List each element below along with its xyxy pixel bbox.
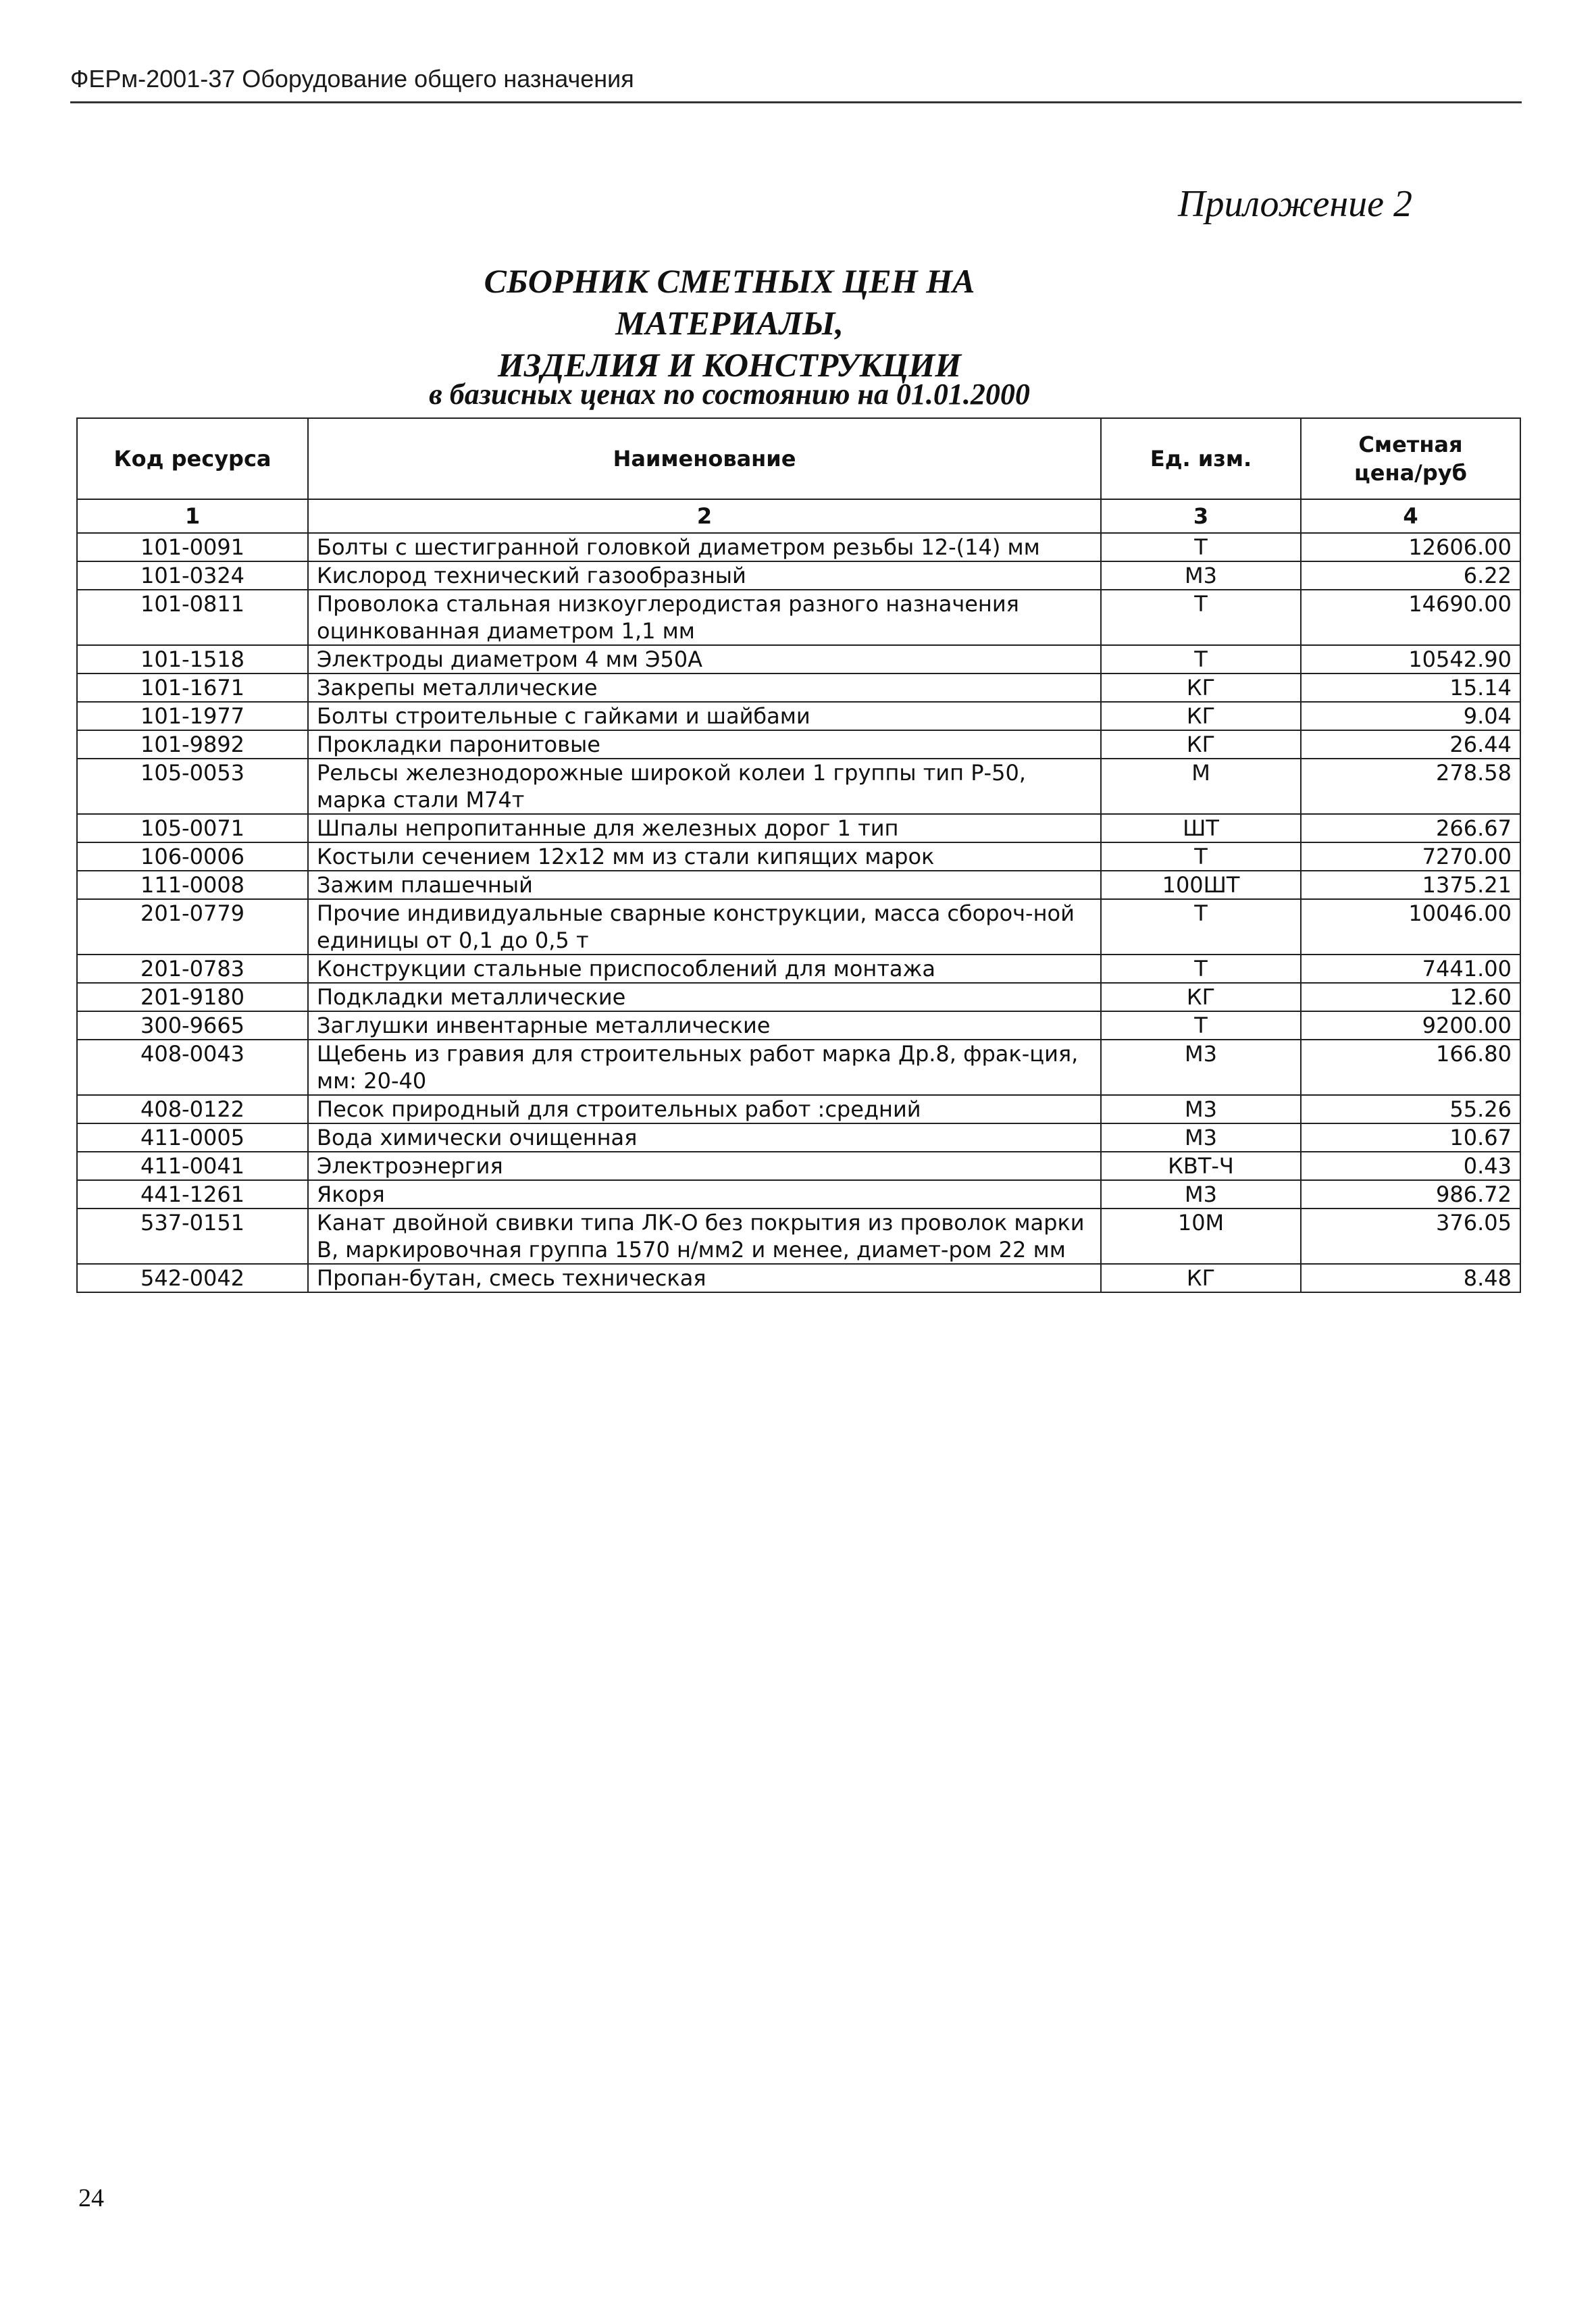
table-row bbox=[77, 814, 1520, 842]
resource-price: 14690.00 bbox=[1301, 590, 1520, 645]
table-row bbox=[77, 561, 1520, 590]
table-row bbox=[77, 730, 1520, 759]
main-title bbox=[378, 260, 1081, 386]
appendix-label: Приложение 2 bbox=[1178, 183, 1412, 225]
header-row bbox=[77, 418, 1520, 499]
resource-unit: КГ bbox=[1101, 702, 1301, 730]
resource-name: Электроэнергия bbox=[308, 1152, 1101, 1180]
resource-code: 101-1977 bbox=[77, 702, 308, 730]
resource-code: 201-0783 bbox=[77, 955, 308, 983]
resource-unit: КГ bbox=[1101, 673, 1301, 702]
resource-name: Прочие индивидуальные сварные конструкции, масса сбороч-ной единицы от 0,1 до 0,5 т bbox=[308, 899, 1101, 955]
table-row bbox=[77, 899, 1520, 955]
resource-unit: М bbox=[1101, 759, 1301, 814]
resource-price: 9200.00 bbox=[1301, 1011, 1520, 1040]
resource-unit: ШТ bbox=[1101, 814, 1301, 842]
resource-name: Конструкции стальные приспособлений для монтажа bbox=[308, 955, 1101, 983]
main-title-line-2: ИЗДЕЛИЯ И КОНСТРУКЦИИ bbox=[497, 346, 962, 384]
table-row bbox=[77, 759, 1520, 814]
resource-price: 12606.00 bbox=[1301, 533, 1520, 561]
resource-price: 166.80 bbox=[1301, 1040, 1520, 1095]
resource-unit: М3 bbox=[1101, 1123, 1301, 1152]
resource-price: 10542.90 bbox=[1301, 645, 1520, 673]
resource-unit: Т bbox=[1101, 842, 1301, 871]
resource-unit: КГ bbox=[1101, 1264, 1301, 1292]
table-row bbox=[77, 1123, 1520, 1152]
header-rule bbox=[70, 101, 1522, 103]
table-row bbox=[77, 702, 1520, 730]
resource-code: 101-9892 bbox=[77, 730, 308, 759]
resource-price: 7441.00 bbox=[1301, 955, 1520, 983]
page-number: 24 bbox=[78, 2184, 104, 2212]
resource-name: Костыли сечением 12х12 мм из стали кипящих марок bbox=[308, 842, 1101, 871]
table-row bbox=[77, 871, 1520, 899]
resource-name: Пропан-бутан, смесь техническая bbox=[308, 1264, 1101, 1292]
running-header: ФЕРм-2001-37 Оборудование общего назначения bbox=[70, 65, 634, 93]
resource-code: 408-0043 bbox=[77, 1040, 308, 1095]
column-number: 2 bbox=[308, 499, 1101, 533]
resource-price: 278.58 bbox=[1301, 759, 1520, 814]
resource-unit: Т bbox=[1101, 899, 1301, 955]
table-row bbox=[77, 1011, 1520, 1040]
table-row bbox=[77, 533, 1520, 561]
column-number-row bbox=[77, 499, 1520, 533]
table-row bbox=[77, 983, 1520, 1011]
resource-name: Песок природный для строительных работ :средний bbox=[308, 1095, 1101, 1123]
resource-unit: М3 bbox=[1101, 561, 1301, 590]
resource-unit: Т bbox=[1101, 955, 1301, 983]
subtitle: в базисных ценах по состоянию на 01.01.2000 bbox=[429, 378, 1030, 411]
resource-code: 101-0811 bbox=[77, 590, 308, 645]
resource-name: Электроды диаметром 4 мм Э50А bbox=[308, 645, 1101, 673]
table-row bbox=[77, 1095, 1520, 1123]
table-row bbox=[77, 673, 1520, 702]
table-row bbox=[77, 590, 1520, 645]
table-row bbox=[77, 645, 1520, 673]
price-table bbox=[76, 417, 1521, 1293]
resource-price: 9.04 bbox=[1301, 702, 1520, 730]
resource-name: Кислород технический газообразный bbox=[308, 561, 1101, 590]
resource-name: Закрепы металлические bbox=[308, 673, 1101, 702]
resource-name: Прокладки паронитовые bbox=[308, 730, 1101, 759]
resource-code: 537-0151 bbox=[77, 1209, 308, 1264]
resource-unit: М3 bbox=[1101, 1095, 1301, 1123]
column-number: 3 bbox=[1101, 499, 1301, 533]
resource-unit: КГ bbox=[1101, 983, 1301, 1011]
resource-unit: М3 bbox=[1101, 1180, 1301, 1209]
resource-name: Проволока стальная низкоуглеродистая разного назначения оцинкованная диаметром 1,1 мм bbox=[308, 590, 1101, 645]
resource-unit: 10М bbox=[1101, 1209, 1301, 1264]
resource-name: Подкладки металлические bbox=[308, 983, 1101, 1011]
price-table-header bbox=[77, 418, 1520, 533]
header-price-label: Сметная цена/руб bbox=[1354, 432, 1467, 486]
resource-code: 105-0053 bbox=[77, 759, 308, 814]
price-table-body bbox=[77, 533, 1520, 1292]
resource-price: 8.48 bbox=[1301, 1264, 1520, 1292]
resource-unit: Т bbox=[1101, 533, 1301, 561]
table-row bbox=[77, 1209, 1520, 1264]
resource-name: Якоря bbox=[308, 1180, 1101, 1209]
resource-unit: 100ШТ bbox=[1101, 871, 1301, 899]
table-row bbox=[77, 1040, 1520, 1095]
resource-code: 105-0071 bbox=[77, 814, 308, 842]
resource-code: 101-1671 bbox=[77, 673, 308, 702]
resource-code: 542-0042 bbox=[77, 1264, 308, 1292]
resource-name: Канат двойной свивки типа ЛК-О без покрытия из проволок марки В, маркировочная группа 1570 н/мм2 и менее, диамет-ром 22 мм bbox=[308, 1209, 1101, 1264]
column-number: 1 bbox=[77, 499, 308, 533]
resource-unit: Т bbox=[1101, 590, 1301, 645]
resource-code: 408-0122 bbox=[77, 1095, 308, 1123]
resource-name: Щебень из гравия для строительных работ марка Др.8, фрак-ция, мм: 20-40 bbox=[308, 1040, 1101, 1095]
column-number: 4 bbox=[1301, 499, 1520, 533]
table-row bbox=[77, 955, 1520, 983]
resource-price: 15.14 bbox=[1301, 673, 1520, 702]
resource-name: Вода химически очищенная bbox=[308, 1123, 1101, 1152]
resource-price: 266.67 bbox=[1301, 814, 1520, 842]
resource-code: 111-0008 bbox=[77, 871, 308, 899]
resource-code: 101-0091 bbox=[77, 533, 308, 561]
resource-price: 10046.00 bbox=[1301, 899, 1520, 955]
header-unit: Ед. изм. bbox=[1101, 418, 1301, 499]
resource-code: 201-0779 bbox=[77, 899, 308, 955]
resource-price: 1375.21 bbox=[1301, 871, 1520, 899]
resource-price: 55.26 bbox=[1301, 1095, 1520, 1123]
header-price bbox=[1301, 418, 1520, 499]
resource-code: 101-0324 bbox=[77, 561, 308, 590]
resource-price: 7270.00 bbox=[1301, 842, 1520, 871]
resource-price: 6.22 bbox=[1301, 561, 1520, 590]
resource-code: 411-0041 bbox=[77, 1152, 308, 1180]
resource-unit: КВТ-Ч bbox=[1101, 1152, 1301, 1180]
resource-name: Рельсы железнодорожные широкой колеи 1 группы тип Р-50, марка стали М74т bbox=[308, 759, 1101, 814]
resource-code: 441-1261 bbox=[77, 1180, 308, 1209]
table-row bbox=[77, 1180, 1520, 1209]
table-row bbox=[77, 842, 1520, 871]
main-title-line-1: СБОРНИК СМЕТНЫХ ЦЕН НА МАТЕРИАЛЫ, bbox=[484, 262, 975, 342]
resource-price: 376.05 bbox=[1301, 1209, 1520, 1264]
resource-unit: Т bbox=[1101, 1011, 1301, 1040]
header-code: Код ресурса bbox=[77, 418, 308, 499]
resource-price: 986.72 bbox=[1301, 1180, 1520, 1209]
header-name: Наименование bbox=[308, 418, 1101, 499]
resource-code: 106-0006 bbox=[77, 842, 308, 871]
resource-name: Болты с шестигранной головкой диаметром резьбы 12-(14) мм bbox=[308, 533, 1101, 561]
resource-price: 0.43 bbox=[1301, 1152, 1520, 1180]
resource-unit: КГ bbox=[1101, 730, 1301, 759]
resource-code: 300-9665 bbox=[77, 1011, 308, 1040]
resource-name: Шпалы непропитанные для железных дорог 1 тип bbox=[308, 814, 1101, 842]
resource-unit: Т bbox=[1101, 645, 1301, 673]
resource-price: 12.60 bbox=[1301, 983, 1520, 1011]
table-row bbox=[77, 1152, 1520, 1180]
resource-price: 10.67 bbox=[1301, 1123, 1520, 1152]
resource-code: 101-1518 bbox=[77, 645, 308, 673]
resource-code: 411-0005 bbox=[77, 1123, 308, 1152]
table-row bbox=[77, 1264, 1520, 1292]
resource-name: Заглушки инвентарные металлические bbox=[308, 1011, 1101, 1040]
resource-code: 201-9180 bbox=[77, 983, 308, 1011]
resource-unit: М3 bbox=[1101, 1040, 1301, 1095]
resource-name: Болты строительные с гайками и шайбами bbox=[308, 702, 1101, 730]
resource-name: Зажим плашечный bbox=[308, 871, 1101, 899]
resource-price: 26.44 bbox=[1301, 730, 1520, 759]
